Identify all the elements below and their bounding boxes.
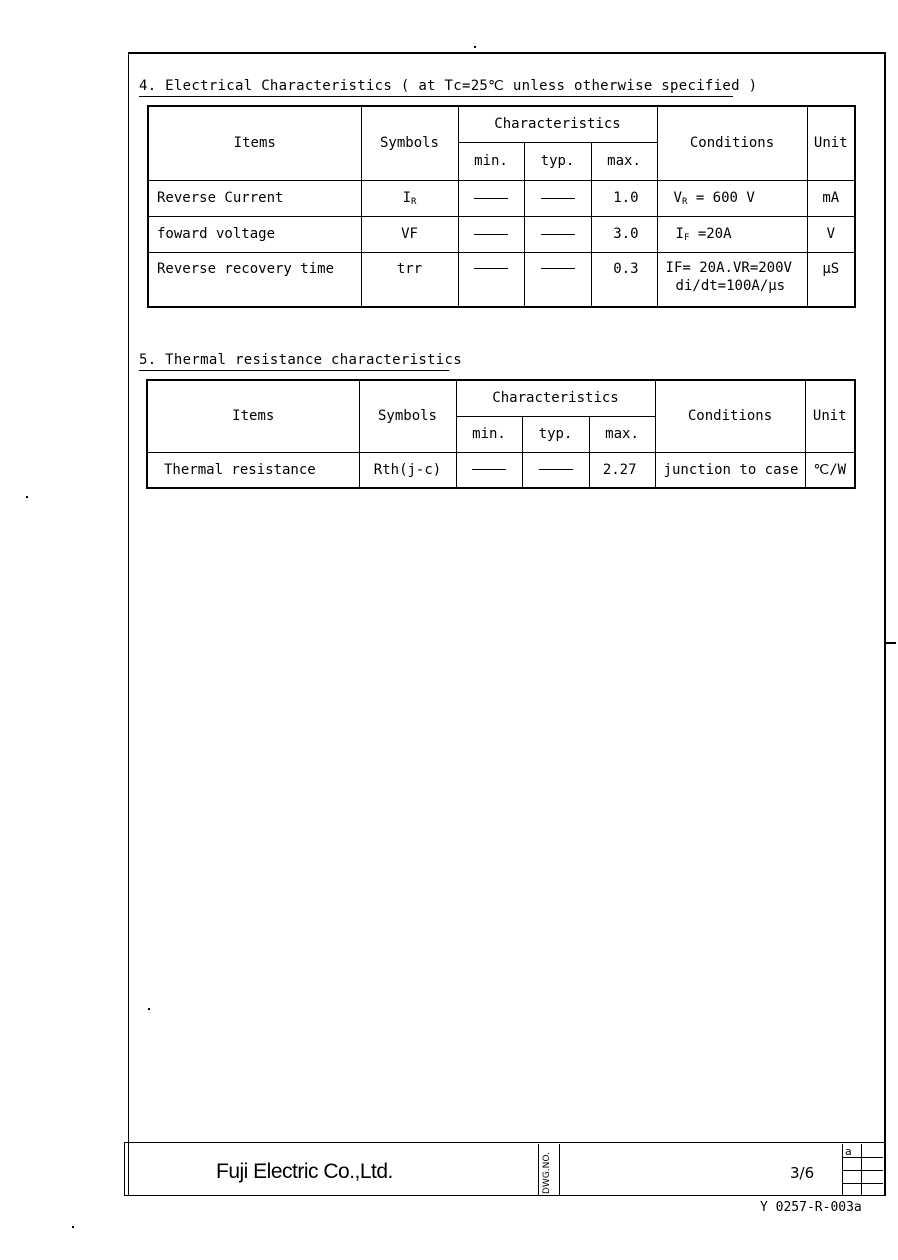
- header-conditions: Conditions: [655, 380, 805, 452]
- condition-line-1: IF= 20A.VR=200V: [665, 259, 792, 276]
- header-characteristics: Characteristics: [458, 106, 657, 142]
- row-max: 1.0: [591, 180, 657, 216]
- condition-main: V: [673, 189, 682, 206]
- header-min: min.: [456, 416, 522, 452]
- header-items: Items: [148, 106, 361, 180]
- header-symbols: Symbols: [361, 106, 458, 180]
- condition-rest: = 600 V: [687, 189, 755, 206]
- row-typ: [524, 216, 591, 252]
- company-name: Fuji Electric Co.,Ltd.: [216, 1160, 393, 1183]
- header-typ: typ.: [522, 416, 589, 452]
- scan-speck: [474, 46, 476, 48]
- row-min: [456, 452, 522, 488]
- row-condition: [657, 252, 807, 307]
- row-max: 0.3: [591, 252, 657, 307]
- row-min: [458, 216, 524, 252]
- section-4-title-text: 4. Electrical Characteristics ( at Tc=25℃ unless otherwise specified ): [139, 78, 758, 94]
- section-5-title-text: 5. Thermal resistance characteristics: [139, 352, 462, 368]
- drawing-number-label: DWG.NO.: [542, 1152, 552, 1194]
- dash-mark: [474, 268, 508, 269]
- row-symbol: trr: [361, 252, 458, 307]
- row-max: 2.27: [589, 452, 655, 488]
- dash-mark: [541, 198, 575, 199]
- condition-subscript: R: [681, 196, 688, 207]
- row-typ: [522, 452, 589, 488]
- page-number: 3/6: [790, 1164, 815, 1182]
- document-code: Y 0257-R-003a: [760, 1200, 862, 1215]
- revision-grid-line: [843, 1183, 883, 1184]
- electrical-characteristics-table: [147, 105, 856, 308]
- row-typ: [524, 252, 591, 307]
- header-symbols: Symbols: [359, 380, 456, 452]
- revision-grid-line: [843, 1170, 883, 1171]
- header-min: min.: [458, 142, 524, 180]
- table-row: [147, 452, 855, 488]
- section-4-underline: [139, 96, 733, 97]
- table-row: [148, 252, 855, 307]
- symbol-subscript: R: [411, 196, 417, 207]
- scan-speck: [148, 1008, 150, 1010]
- header-characteristics: Characteristics: [456, 380, 655, 416]
- condition-subscript: F: [683, 232, 690, 243]
- row-min: [458, 180, 524, 216]
- header-unit: Unit: [807, 106, 855, 180]
- symbol-main: I: [402, 189, 411, 206]
- row-symbol: VF: [361, 216, 458, 252]
- header-unit: Unit: [805, 380, 855, 452]
- revision-mark: a: [845, 1145, 852, 1158]
- dash-mark: [474, 234, 508, 235]
- header-max: max.: [591, 142, 657, 180]
- section-5-underline: [139, 370, 449, 371]
- row-condition: junction to case: [655, 452, 805, 488]
- dash-mark: [541, 234, 575, 235]
- table-row: [148, 216, 855, 252]
- row-item: foward voltage: [148, 216, 361, 252]
- row-typ: [524, 180, 591, 216]
- row-min: [458, 252, 524, 307]
- table-row: [148, 180, 855, 216]
- row-item: Reverse recovery time: [148, 252, 361, 307]
- row-item: Thermal resistance: [147, 452, 359, 488]
- row-symbol: [361, 180, 458, 216]
- row-unit: V: [807, 216, 855, 252]
- row-unit: μS: [807, 252, 855, 307]
- scan-speck: [72, 1226, 74, 1228]
- header-max: max.: [589, 416, 655, 452]
- row-item: Reverse Current: [148, 180, 361, 216]
- dash-mark: [541, 268, 575, 269]
- row-unit: ℃/W: [805, 452, 855, 488]
- header-items: Items: [147, 380, 359, 452]
- condition-main: I: [675, 225, 684, 242]
- row-unit: mA: [807, 180, 855, 216]
- dash-mark: [539, 469, 573, 470]
- section-4-title: [139, 78, 757, 94]
- condition-line-2: di/dt=100A/μs: [675, 277, 786, 294]
- condition-rest: =20A: [689, 225, 732, 242]
- dash-mark: [474, 198, 508, 199]
- row-max: 3.0: [591, 216, 657, 252]
- header-conditions: Conditions: [657, 106, 807, 180]
- scan-speck: [26, 496, 28, 498]
- dash-mark: [472, 469, 506, 470]
- row-symbol: Rth(j-c): [359, 452, 456, 488]
- row-condition: [657, 216, 807, 252]
- thermal-resistance-table: [146, 379, 856, 489]
- section-5-title: [139, 352, 462, 368]
- row-condition: [657, 180, 807, 216]
- header-typ: typ.: [524, 142, 591, 180]
- scan-speck: [886, 642, 896, 644]
